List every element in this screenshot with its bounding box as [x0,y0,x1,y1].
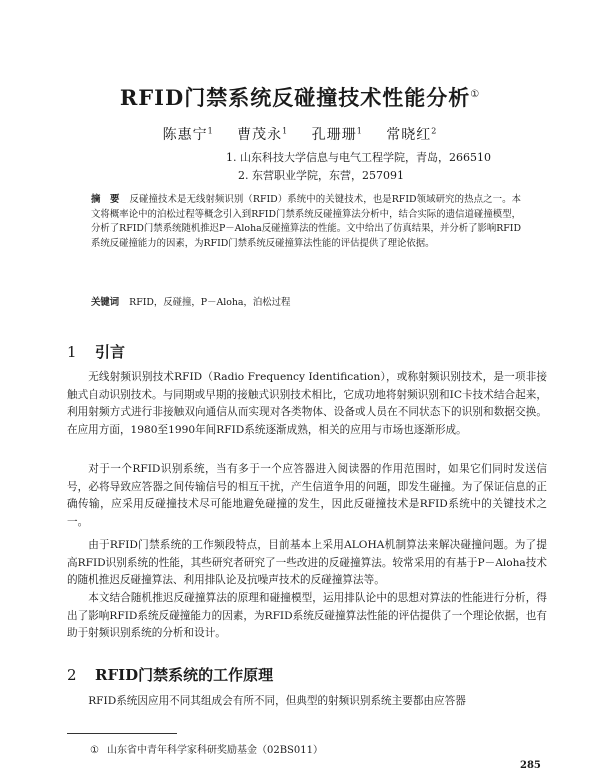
keywords-text: RFID，反碰撞，P－Aloha，泊松过程 [129,297,291,308]
abstract-label: 摘 要 [91,194,120,205]
section-number: 2 [67,666,77,684]
keywords-label: 关键词 [91,297,120,308]
keywords [91,296,521,310]
author [237,127,288,143]
affiliation-1: 1. 山东科技大学信息与电气工程学院，青岛，266510 [226,151,491,164]
author-name: 常晓红 [386,127,432,143]
paragraph: 由于RFID门禁系统的工作频段特点，目前基本上采用ALOHA机制算法来解决碰撞问题。为了提高RFID识别系统的性能，其些研究者研究了一些改进的反碰撞算法。较常采用的有基于P－Aloha技术的随机推迟反碰撞算法、利用排队论及抗噪声技术的反碰撞算法等。 [67,539,547,586]
paragraph: 本文结合随机推迟反碰撞算法的原理和碰撞模型，运用排队论中的思想对算法的性能进行分析，得出了影响RFID系统反碰撞能力的因素，为RFID系统反碰撞算法性能的评估提供了一个理论依据，也有助于射频识别系统的分析和设计。 [67,592,547,639]
page-number: 285 [520,760,541,771]
abstract [91,193,521,251]
author-affiliation-mark: 1 [356,126,363,136]
footnote-mark: ① [90,745,99,756]
author [386,127,437,143]
paper-title [0,82,600,112]
paper-title-text: RFID门禁系统反碰撞技术性能分析 [119,85,471,110]
paragraph: RFID系统因应用不同其组成会有所不同，但典型的射频识别系统主要都由应答器 [88,695,466,707]
footnote-divider [67,733,177,734]
author-name: 陈惠宁 [162,127,208,143]
author [312,127,363,143]
title-footnote-mark: ① [470,89,481,100]
author-name: 曹茂永 [237,127,283,143]
author-name: 孔珊珊 [311,127,357,143]
paragraph: 对于一个RFID识别系统，当有多于一个应答器进入阅读器的作用范围时，如果它们同时发送信号，必将导致应答器之间传输信号的相互干扰，产生信道争用的问题，即发生碰撞。为了保证信息的正确传输，应采用反碰撞技术尽可能地避免碰撞的发生，因此反碰撞技术是RFID系统中的关键技术之一。 [67,463,547,528]
author-list [0,124,600,144]
footnote-text: 山东省中青年科学家科研奖励基金（02BS011） [106,745,323,756]
section-title: 引言 [95,343,126,361]
abstract-text: 反碰撞技术是无线射频识别（RFID）系统中的关键技术，也是RFID领域研究的热点之一。本文将概率论中的泊松过程等概念引入到RFID门禁系统反碰撞算法分析中，结合实际的遗信道碰撞模型，分析了RFID门禁系统随机推迟P－Aloha反碰撞算法的性能。文中给出了仿真结果，并分析了影响RFID系统反碰撞能力的因素，为RFID门禁系统反碰撞算法性能的评估提供了理论依据。 [91,194,521,249]
author-affiliation-mark: 1 [207,126,214,136]
section-heading-working-principle [67,664,273,685]
author-affiliation-mark: 1 [282,126,289,136]
author [163,127,214,143]
affiliation-2: 2. 东营职业学院，东营，257091 [238,169,404,182]
section-title: RFID门禁系统的工作原理 [95,666,274,684]
section-number: 1 [67,343,77,361]
author-affiliation-mark: 2 [431,126,438,136]
paragraph: 无线射频识别技术RFID（Radio Frequency Identification），或称射频识别技术，是一项非接触式自动识别技术。与同期或早期的接触式识别技术相比，它成功地将射频识别和IC卡技术结合起来，利用射频方式进行非接触双向通信从而实现对各类物体、设备或人员在不同状态下的识别和数据交换。在应用方面，1980至1990年间RFID系统逐渐成熟，相关的应用与市场也逐渐形成。 [67,371,547,436]
footnote [90,741,323,756]
section-heading-introduction [67,341,125,362]
